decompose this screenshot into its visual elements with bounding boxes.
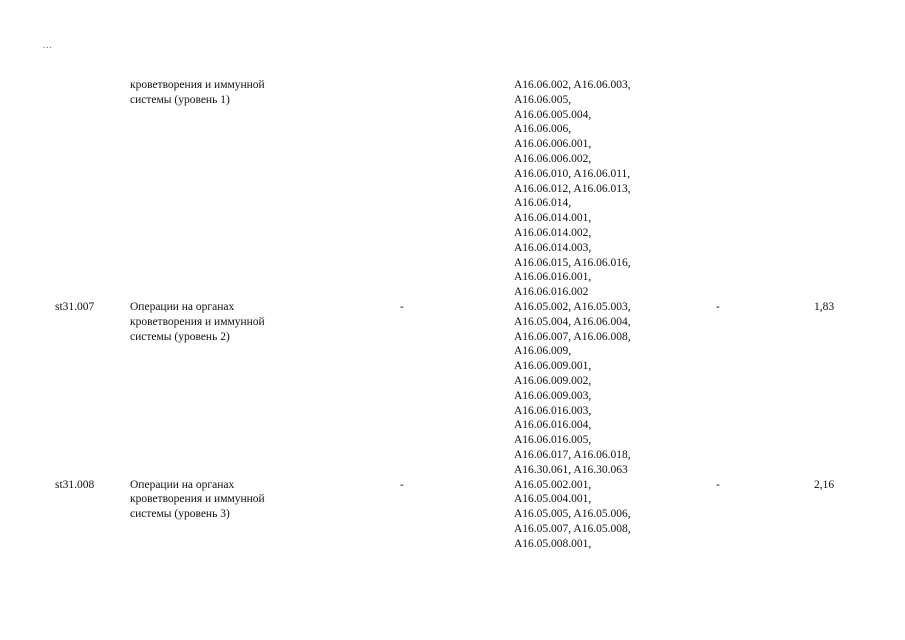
row-operations-line: A16.05.004, A16.06.004,: [514, 315, 631, 328]
row-col5: -: [716, 478, 720, 491]
row-operations-line: A16.06.016.003,: [514, 404, 592, 417]
row-operations-line: A16.05.004.001,: [514, 493, 592, 506]
row-name: [130, 78, 265, 108]
row-operations-line: A16.06.012, A16.06.013,: [514, 182, 631, 195]
row-operations-line: A16.06.010, A16.06.011,: [514, 167, 631, 180]
row-operations-line: A16.06.016.001,: [514, 271, 592, 284]
row-operations-line: A16.06.016.002: [514, 286, 589, 299]
row-operations-line: A16.06.016.004,: [514, 419, 592, 432]
row-code: st31.008: [55, 478, 95, 491]
row-name-line: кроветворения и иммунной: [130, 315, 265, 328]
row-operations-line: A16.06.009.002,: [514, 374, 592, 387]
row-operations-line: A16.06.014.002,: [514, 226, 592, 239]
row-col5: -: [716, 301, 720, 313]
row-operations-line: A16.06.014.001,: [514, 212, 592, 225]
row-col3: -: [400, 478, 404, 491]
row-operations-line: A16.05.002, A16.05.003,: [514, 301, 631, 313]
row-coefficient: 2,16: [814, 478, 835, 491]
table-row: [0, 478, 905, 552]
row-operations-line: A16.05.005, A16.05.006,: [514, 508, 631, 521]
table-row: [0, 300, 905, 478]
row-operations-line: A16.06.005.004,: [514, 108, 592, 121]
row-operations-line: A16.06.009.003,: [514, 389, 592, 402]
row-operations-line: A16.05.007, A16.05.008,: [514, 522, 631, 535]
row-operations-line: A16.06.007, A16.06.008,: [514, 330, 631, 343]
row-name-line: кроветворения и иммунной: [130, 79, 265, 91]
row-name: [130, 478, 265, 522]
row-operations: [514, 478, 631, 552]
row-operations: [514, 78, 631, 300]
tariff-table: [0, 78, 905, 552]
row-coefficient: 1,83: [814, 301, 835, 313]
row-operations-line: A16.06.016.005,: [514, 434, 592, 447]
row-operations-line: A16.05.008.001,: [514, 537, 592, 550]
row-operations: [514, 300, 631, 478]
row-operations-line: A16.06.017, A16.06.018,: [514, 448, 631, 461]
table-row: [0, 78, 905, 300]
row-operations-line: A16.06.015, A16.06.016,: [514, 256, 631, 269]
row-col3: -: [400, 301, 404, 313]
row-operations-line: A16.05.002.001,: [514, 478, 592, 491]
row-name-line: системы (уровень 1): [130, 93, 230, 106]
row-operations-line: A16.06.014,: [514, 197, 572, 210]
row-name: [130, 300, 265, 344]
page-mark: ...: [43, 40, 53, 50]
row-operations-line: A16.06.014.003,: [514, 241, 592, 254]
row-operations-line: A16.06.006,: [514, 123, 572, 136]
row-operations-line: A16.06.002, A16.06.003,: [514, 79, 631, 91]
row-name-line: Операции на органах: [130, 478, 235, 491]
row-name-line: системы (уровень 2): [130, 330, 230, 343]
row-operations-line: A16.06.009,: [514, 345, 572, 358]
row-operations-line: A16.30.061, A16.30.063: [514, 463, 628, 476]
row-operations-line: A16.06.006.001,: [514, 138, 592, 151]
row-name-line: Операции на органах: [130, 301, 235, 313]
row-operations-line: A16.06.005,: [514, 93, 572, 106]
row-name-line: кроветворения и иммунной: [130, 493, 265, 506]
row-operations-line: A16.06.009.001,: [514, 360, 592, 373]
row-code: st31.007: [55, 301, 95, 313]
row-operations-line: A16.06.006.002,: [514, 152, 592, 165]
row-name-line: системы (уровень 3): [130, 508, 230, 521]
